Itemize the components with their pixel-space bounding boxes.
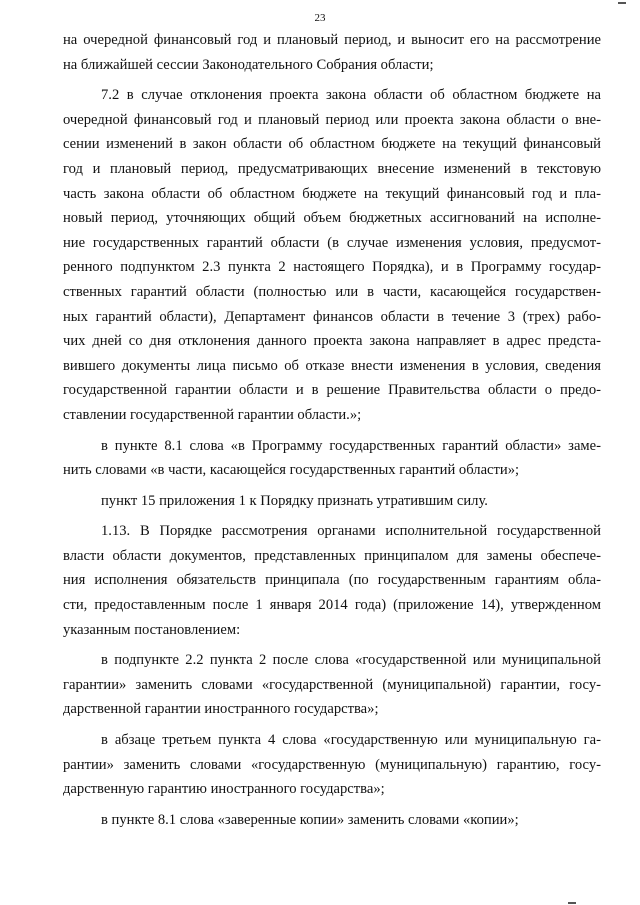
paragraph (63, 83, 601, 427)
page-number: 23 (314, 12, 326, 24)
paragraph-line: дарственной гарантии иностранного государства»; (63, 701, 379, 718)
paragraph (63, 728, 601, 802)
paragraph-line: чих дней со дня отклонения данного проекта закона направляет в адрес предста- (63, 333, 601, 350)
paragraph-line: сти, предоставленным после 1 января 2014 года) (приложение 14), утвержденном (63, 597, 601, 614)
paragraph-line: ных гарантий области), Департамент финансов области в течение 3 (трех) рабо- (63, 308, 601, 325)
paragraph-line: власти области документов, представленных принципалом для замены обеспече- (63, 547, 601, 564)
paragraph-line: 7.2 в случае отклонения проекта закона области об областном бюджете на (101, 87, 601, 104)
paragraph-line: ния исполнения обязательств принципала (по государственным гарантиям обла- (63, 572, 601, 589)
paragraph (63, 489, 601, 514)
paragraph-line: в пункте 8.1 слова «в Программу государственных гарантий области» заме- (101, 437, 601, 454)
paragraph-line: 1.13. В Порядке рассмотрения органами исполнительной государственной (101, 523, 601, 540)
paragraph-line: государственной гарантии области и в решение Правительства области о предо- (63, 382, 601, 399)
paragraph (63, 434, 601, 483)
paragraph-line: пункт 15 приложения 1 к Порядку признать утратившим силу. (101, 492, 488, 509)
paragraph-line: вившего документы лица письмо об отказе внести изменения в условия, сведения (63, 357, 601, 374)
paragraph-line: ственных гарантий области (полностью или в части, касающейся государствен- (63, 283, 601, 300)
document-body (63, 28, 601, 832)
paragraph-line: ставлении государственной гарантии области.»; (63, 406, 362, 423)
paragraph-line: на очередной финансовый год и плановый период, и выносит его на рассмотрение (63, 32, 601, 48)
paragraph-line: год и плановый период, предусматривающих внесение изменений в текстовую (63, 160, 601, 177)
paragraph-line: в подпункте 2.2 пункта 2 после слова «государственной или муниципальной (101, 652, 601, 669)
paragraph-line: в пункте 8.1 слова «заверенные копии» заменить словами «копии»; (101, 811, 519, 828)
paragraph-line: часть закона области об областном бюджете на текущий финансовый год и пла- (63, 185, 601, 202)
scan-artifact-top (618, 2, 626, 4)
paragraph-line: на ближайшей сессии Законодательного Собрания области; (63, 56, 434, 73)
paragraph-line: гарантии» заменить словами «государственной (муниципальной) гарантии, госу- (63, 676, 601, 693)
paragraph-line: ние государственных гарантий области (в случае изменения условия, предусмот- (63, 234, 601, 251)
paragraph-line: рантии» заменить словами «государственную (муниципальную) гарантию, госу- (63, 756, 601, 773)
scan-artifact-bottom (568, 902, 576, 904)
paragraph (63, 519, 601, 642)
paragraph (63, 28, 601, 77)
paragraph-line: нить словами «в части, касающейся государственных гарантий области»; (63, 462, 520, 479)
paragraph (63, 648, 601, 722)
paragraph-line: в абзаце третьем пункта 4 слова «государственную или муниципальную га- (101, 732, 601, 749)
paragraph-line: сении изменений в закон области об областном бюджете на текущий финансовый (63, 136, 601, 153)
paragraph-line: ренного подпунктом 2.3 пункта 2 настоящего Порядка), и в Программу государ- (63, 259, 601, 276)
paragraph-line: указанным постановлением: (63, 621, 241, 638)
paragraph-line: новый период, уточняющих общий объем бюджетных ассигнований на исполне- (63, 210, 601, 227)
paragraph (63, 808, 601, 833)
paragraph-line: дарственную гарантию иностранного государства»; (63, 781, 385, 798)
paragraph-line: очередной финансовый год и плановый период или проекта закона области о вне- (63, 111, 601, 128)
